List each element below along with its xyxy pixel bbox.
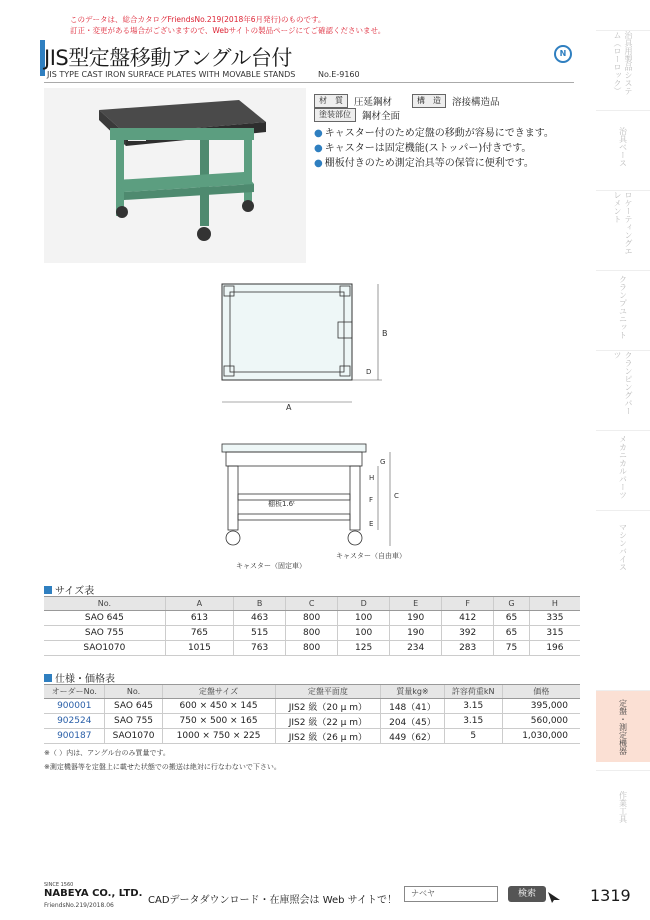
label-B: B bbox=[382, 329, 388, 338]
price-col-load: 許容荷重kN bbox=[444, 685, 502, 699]
size-col-a: A bbox=[165, 597, 233, 611]
size-cell: 800 bbox=[286, 641, 338, 656]
size-cell: 800 bbox=[286, 611, 338, 626]
size-cell: 65 bbox=[494, 611, 530, 626]
top-view-diagram bbox=[210, 276, 400, 416]
cad-download-text: CADデータダウンロード・在庫照会は Web サイトで！ bbox=[148, 895, 397, 906]
size-cell: 196 bbox=[529, 641, 580, 656]
title-divider bbox=[44, 82, 574, 83]
price-col-flatness: 定盤平面度 bbox=[275, 685, 381, 699]
table-row bbox=[44, 641, 580, 656]
order-number-link[interactable]: 900187 bbox=[44, 729, 105, 744]
order-number-link[interactable]: 902524 bbox=[44, 714, 105, 729]
size-cell: 515 bbox=[234, 626, 286, 641]
price-cell: SAO 645 bbox=[105, 699, 162, 714]
tab-jig-system[interactable]: 治具用製品システム（ローロック） bbox=[596, 30, 650, 102]
notice bbox=[70, 14, 385, 36]
price-col-order: オーダーNo. bbox=[44, 685, 105, 699]
price-cell: 750 × 500 × 165 bbox=[162, 714, 275, 729]
notice-line-2: 訂正・変更がある場合がございますので、Webサイトの製品ページにてご確認くださいませ。 bbox=[70, 26, 386, 35]
side-tabs bbox=[596, 30, 650, 890]
size-cell: 463 bbox=[234, 611, 286, 626]
price-cell: 600 × 450 × 145 bbox=[162, 699, 275, 714]
table-row bbox=[44, 699, 580, 714]
size-table bbox=[44, 596, 580, 656]
price-cell: 1,030,000 bbox=[502, 729, 580, 744]
size-cell: 283 bbox=[442, 641, 494, 656]
feature-item: ● キャスターは固定機能(ストッパー)付きです。 bbox=[314, 141, 554, 156]
caster-fixed-label: キャスター（固定車） bbox=[236, 562, 306, 570]
size-cell: 335 bbox=[529, 611, 580, 626]
shelf-label: 棚板1.6ᵗ bbox=[268, 500, 296, 508]
price-table-title bbox=[44, 670, 115, 685]
page-number: 1319 bbox=[590, 886, 631, 905]
price-cell: SAO1070 bbox=[105, 729, 162, 744]
label-F: F bbox=[369, 496, 374, 504]
price-cell: 1000 × 750 × 225 bbox=[162, 729, 275, 744]
tab-surface-plates[interactable]: 定盤・測定機器 bbox=[596, 690, 650, 762]
size-cell: 1015 bbox=[165, 641, 233, 656]
section-marker-icon bbox=[44, 586, 52, 594]
size-cell: 763 bbox=[234, 641, 286, 656]
tab-clamping-parts[interactable]: クランピングパーツ bbox=[596, 350, 650, 422]
feature-list bbox=[314, 126, 554, 171]
size-col-g: G bbox=[494, 597, 530, 611]
label-G: G bbox=[380, 458, 386, 466]
tab-jig-base[interactable]: 治具ベース bbox=[596, 110, 650, 182]
label-D: D bbox=[366, 368, 372, 376]
spec-material-value: 圧延鋼材 bbox=[354, 97, 393, 108]
product-photo bbox=[44, 88, 306, 263]
size-col-h: H bbox=[529, 597, 580, 611]
size-table-title-text: サイズ表 bbox=[55, 586, 95, 597]
size-col-no: No. bbox=[44, 597, 165, 611]
tab-machine-vise[interactable]: マシンバイス bbox=[596, 510, 650, 582]
footer-catalog-id: FriendsNo.219/2018.06 bbox=[44, 902, 114, 909]
size-cell: 800 bbox=[286, 626, 338, 641]
size-table-title bbox=[44, 582, 94, 597]
page-subtitle: JIS TYPE CAST IRON SURFACE PLATES WITH MOVABLE STANDS bbox=[47, 70, 296, 79]
tab-locating[interactable]: ロケーティングエレメント bbox=[596, 190, 650, 262]
price-cell: SAO 755 bbox=[105, 714, 162, 729]
price-cell: JIS2 級（26 μ m） bbox=[275, 729, 381, 744]
table-row bbox=[44, 729, 580, 744]
price-cell: JIS2 級（20 μ m） bbox=[275, 699, 381, 714]
footnote: ※（ ）内は、アングル台のみ質量です。 bbox=[44, 749, 170, 757]
size-cell: SAO 755 bbox=[44, 626, 165, 641]
product-code: No.E-9160 bbox=[318, 70, 360, 79]
size-cell: 100 bbox=[338, 611, 390, 626]
spec-coating-tag: 塗装部位 bbox=[314, 108, 356, 122]
price-cell: 5 bbox=[444, 729, 502, 744]
price-cell: 3.15 bbox=[444, 699, 502, 714]
size-cell: 100 bbox=[338, 626, 390, 641]
spec-structure-tag: 構 造 bbox=[412, 94, 446, 108]
size-col-c: C bbox=[286, 597, 338, 611]
section-marker-icon bbox=[44, 674, 52, 682]
size-cell: 234 bbox=[390, 641, 442, 656]
caster-free-label: キャスター（自由車） bbox=[336, 552, 406, 560]
size-cell: 315 bbox=[529, 626, 580, 641]
spec-coating bbox=[314, 108, 400, 122]
feature-item: ● 棚板付きのため測定治具等の保管に便利です。 bbox=[314, 156, 554, 171]
size-col-b: B bbox=[234, 597, 286, 611]
size-cell: 613 bbox=[165, 611, 233, 626]
price-table-title-text: 仕様・価格表 bbox=[55, 674, 115, 685]
cursor-arrow-icon bbox=[546, 890, 562, 904]
price-cell: 204（45） bbox=[381, 714, 444, 729]
footer-since: SINCE 1560 bbox=[44, 882, 74, 888]
spec-material-tag: 材 質 bbox=[314, 94, 348, 108]
price-cell: JIS2 級（22 μ m） bbox=[275, 714, 381, 729]
price-col-mass: 質量kg※ bbox=[381, 685, 444, 699]
search-button[interactable]: 検索 bbox=[508, 886, 546, 902]
price-cell: 148（41） bbox=[381, 699, 444, 714]
size-col-f: F bbox=[442, 597, 494, 611]
price-cell: 560,000 bbox=[502, 714, 580, 729]
size-col-d: D bbox=[338, 597, 390, 611]
size-col-e: E bbox=[390, 597, 442, 611]
tab-clamp-unit[interactable]: クランプユニット bbox=[596, 270, 650, 342]
brand-logo-icon: N bbox=[554, 45, 572, 63]
size-cell: SAO 645 bbox=[44, 611, 165, 626]
front-view-diagram bbox=[196, 438, 416, 578]
feature-item: ● キャスター付のため定盤の移動が容易にできます。 bbox=[314, 126, 554, 141]
table-row bbox=[44, 714, 580, 729]
price-col-price: 価格 bbox=[502, 685, 580, 699]
order-number-link[interactable]: 900001 bbox=[44, 699, 105, 714]
price-cell: 395,000 bbox=[502, 699, 580, 714]
spec-coating-value: 鋼材全面 bbox=[362, 111, 401, 122]
tab-mechanical-parts[interactable]: メカニカルパーツ bbox=[596, 430, 650, 502]
footnote: ※測定機器等を定盤上に載せた状態での搬送は絶対に行なわないで下さい。 bbox=[44, 763, 281, 771]
footer-brand-logo: NABEYA CO., LTD. bbox=[44, 888, 143, 899]
size-cell: 190 bbox=[390, 626, 442, 641]
page-title: JIS型定盤移動アングル台付 bbox=[44, 46, 292, 70]
notice-line-1: このデータは、総合カタログFriendsNo.219(2018年6月発行)のものです。 bbox=[70, 15, 326, 24]
table-row bbox=[44, 611, 580, 626]
search-input[interactable]: ナベヤ bbox=[404, 886, 498, 902]
spec-structure bbox=[412, 94, 500, 108]
size-cell: 65 bbox=[494, 626, 530, 641]
tab-work-tools[interactable]: 作業工具 bbox=[596, 770, 650, 842]
label-E: E bbox=[369, 520, 374, 528]
label-H: H bbox=[369, 474, 375, 482]
size-cell: 765 bbox=[165, 626, 233, 641]
price-table bbox=[44, 684, 580, 744]
size-cell: 125 bbox=[338, 641, 390, 656]
size-cell: SAO1070 bbox=[44, 641, 165, 656]
footnotes bbox=[44, 746, 281, 774]
size-cell: 412 bbox=[442, 611, 494, 626]
size-cell: 75 bbox=[494, 641, 530, 656]
price-cell: 3.15 bbox=[444, 714, 502, 729]
spec-structure-value: 溶接構造品 bbox=[452, 97, 500, 108]
size-cell: 190 bbox=[390, 611, 442, 626]
price-cell: 449（62） bbox=[381, 729, 444, 744]
size-cell: 392 bbox=[442, 626, 494, 641]
price-col-no: No. bbox=[105, 685, 162, 699]
table-row bbox=[44, 626, 580, 641]
label-A: A bbox=[286, 403, 292, 412]
spec-material bbox=[314, 94, 392, 108]
label-C: C bbox=[394, 492, 399, 500]
price-col-size: 定盤サイズ bbox=[162, 685, 275, 699]
